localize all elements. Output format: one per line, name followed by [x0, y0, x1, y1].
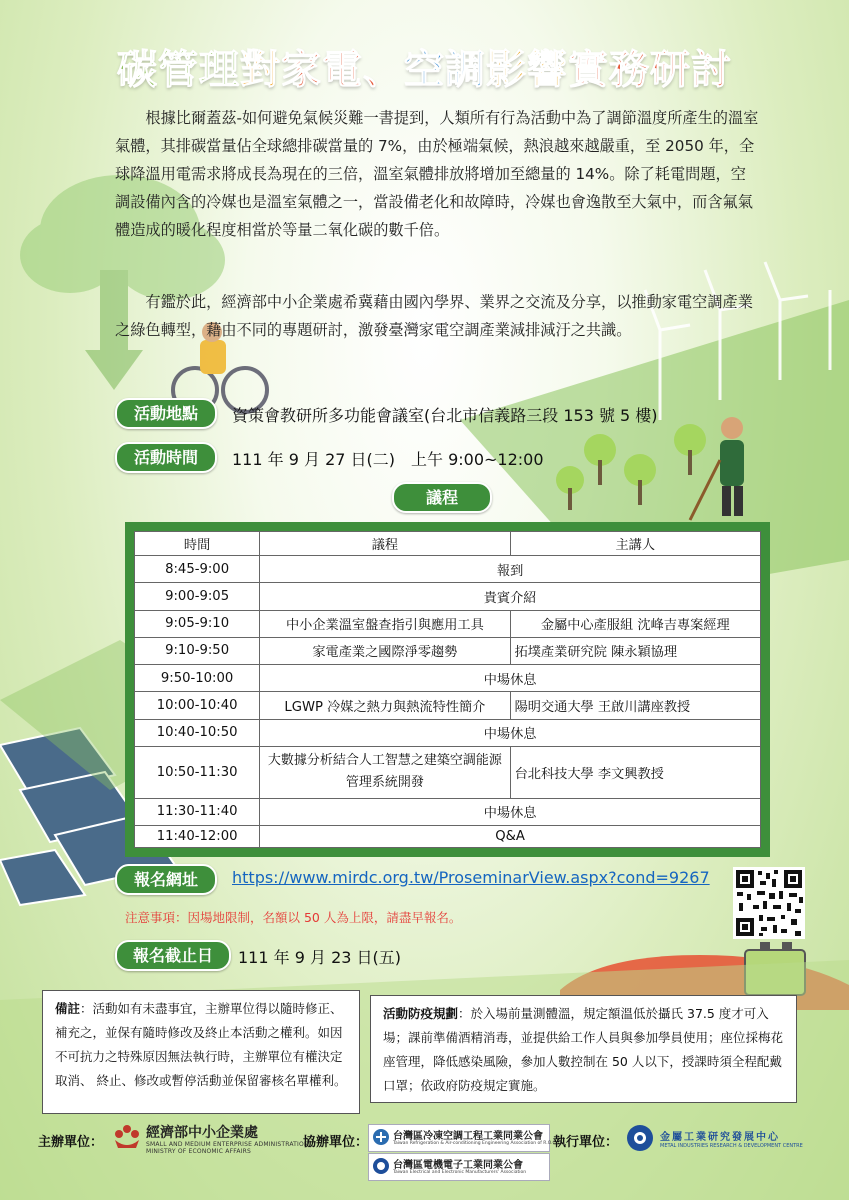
title-part: 影響	[486, 47, 568, 93]
speaker-cell: 陽明交通大學 王啟川講座教授	[510, 692, 760, 719]
epidemic-box	[370, 995, 797, 1103]
title-part: 空調	[404, 47, 486, 93]
electrical-association-icon	[372, 1157, 390, 1175]
qr-code-icon[interactable]	[733, 867, 805, 939]
title-part: 對	[240, 47, 281, 93]
agenda-table	[134, 531, 761, 848]
organizer-name: 經濟部中小企業處	[146, 1125, 258, 1141]
time-cell: 11:30-11:40	[135, 798, 260, 825]
title-part: 研討	[650, 47, 732, 93]
organizer-en-1: SMALL AND MEDIUM ENTERPRISE ADMINISTRATION	[146, 1141, 309, 1148]
time-text: 111 年 9 月 27 日(二) 上午 9:00~12:00	[232, 450, 544, 469]
sme-administration-logo-icon	[112, 1120, 142, 1150]
executor-name: 金屬工業研究發展中心	[660, 1132, 780, 1143]
co-organizer-2-en: Taiwan Electrical and Electronic Manufacturers' Association	[393, 1170, 527, 1175]
column-header: 議程	[260, 532, 510, 556]
intro-paragraph-1: 根據比爾蓋茲-如何避免氣候災難一書提到，人類所有行為活動中為了調節溫度所產生的溫室氣體，其排碳當量佔全球總排碳當量的 7%，由於極端氣候，熱浪越來越嚴重，至 2050 年，全球降溫用電需求將成長為現在的三倍，溫室氣體排放將增加至總量的 14%。除了耗電問題，空調設備內含的冷媒也是溫室氣體之一，當設備老化和故障時，冷媒也會逸散至大氣中，而含氟氣體造成的暖化程度相當於等量二氧化碳的數千倍。	[115, 109, 759, 239]
merged-cell: 報到	[260, 556, 761, 583]
table-row	[135, 746, 761, 798]
table-row	[135, 719, 761, 746]
title-part: 實務	[568, 47, 650, 93]
co-organizer-1-name: 台灣區冷凍空調工程工業同業公會	[393, 1131, 543, 1142]
time-cell: 10:40-10:50	[135, 719, 260, 746]
refrigeration-association-icon	[372, 1128, 390, 1146]
venue-text: 資策會教研所多功能會議室(台北市信義路三段 153 號 5 樓)	[232, 406, 658, 425]
table-header-row	[135, 532, 761, 556]
title-part: 、	[363, 47, 404, 93]
table-row	[135, 583, 761, 610]
table-row	[135, 826, 761, 848]
organizer-label: 主辦單位：	[38, 1135, 104, 1150]
page-title	[0, 38, 849, 95]
remarks-box	[42, 990, 360, 1114]
co-organizer-label: 協辦單位：	[303, 1135, 369, 1150]
topic-cell: LGWP 冷媒之熱力與熱流特性簡介	[260, 692, 510, 719]
organizer-en-2: MINISTRY OF ECONOMIC AFFAIRS	[146, 1148, 251, 1155]
mirdc-logo-icon	[626, 1124, 654, 1152]
column-header: 主講人	[510, 532, 760, 556]
registration-notice: 注意事項：因場地限制，名額以 50 人為上限，請盡早報名。	[125, 910, 462, 925]
registration-url-label: 報名網址	[115, 864, 217, 895]
co-organizer-2-name: 台灣區電機電子工業同業公會	[393, 1160, 523, 1171]
table-row	[135, 556, 761, 583]
executor-en: METAL INDUSTRIES RESEARCH & DEVELOPMENT CENTRE	[660, 1143, 803, 1149]
column-header: 時間	[135, 532, 260, 556]
time-cell: 9:10-9:50	[135, 637, 260, 664]
time-cell: 9:05-9:10	[135, 610, 260, 637]
deadline-label: 報名截止日	[115, 940, 231, 971]
topic-cell: 大數據分析結合人工智慧之建築空調能源管理系統開發	[260, 746, 510, 798]
table-row	[135, 637, 761, 664]
time-cell: 9:00-9:05	[135, 583, 260, 610]
table-row	[135, 692, 761, 719]
epidemic-label: 活動防疫規劃	[383, 1006, 459, 1021]
time-cell: 10:00-10:40	[135, 692, 260, 719]
time-cell: 11:40-12:00	[135, 826, 260, 848]
table-row	[135, 610, 761, 637]
table-row	[135, 665, 761, 692]
registration-link[interactable]: https://www.mirdc.org.tw/ProseminarView.aspx?cond=9267	[232, 868, 710, 887]
title-part: 家電	[281, 47, 363, 93]
co-organizer-2-logo	[368, 1153, 550, 1181]
speaker-cell: 台北科技大學 李文興教授	[510, 746, 760, 798]
topic-cell: 家電產業之國際淨零趨勢	[260, 637, 510, 664]
epidemic-text: ：於入場前量測體溫，規定額溫低於攝氏 37.5 度才可入場；課前準備酒精消毒，並提供給工作人員與參加學員使用；座位採梅花座管理，降低感染風險，參加人數控制在 50 人以下，授課時須全程配戴口罩；依政府防疫規定實施。	[383, 1006, 784, 1093]
merged-cell: 中場休息	[260, 798, 761, 825]
co-organizer-1-logo	[368, 1124, 558, 1152]
agenda-table-frame	[125, 522, 770, 857]
deadline-text: 111 年 9 月 23 日(五)	[238, 948, 401, 967]
title-part: 碳管理	[117, 47, 240, 93]
merged-cell: 中場休息	[260, 665, 761, 692]
speaker-cell: 金屬中心產服組 沈峰吉專案經理	[510, 610, 760, 637]
time-label: 活動時間	[115, 442, 217, 473]
executor-label: 執行單位：	[553, 1135, 619, 1150]
merged-cell: 貴賓介紹	[260, 583, 761, 610]
time-cell: 10:50-11:30	[135, 746, 260, 798]
venue-label: 活動地點	[115, 398, 217, 429]
co-organizer-1-en: Taiwan Refrigeration & Air-conditioning Engineering Association of R.O.C.	[393, 1141, 558, 1146]
speaker-cell: 拓墣產業研究院 陳永穎協理	[510, 637, 760, 664]
agenda-heading: 議程	[392, 482, 492, 513]
merged-cell: 中場休息	[260, 719, 761, 746]
intro-paragraph-2: 有鑑於此，經濟部中小企業處希冀藉由國內學界、業界之交流及分享，以推動家電空調產業之綠色轉型，藉由不同的專題研討，激發臺灣家電空調產業減排減汙之共識。	[115, 293, 753, 339]
remarks-label: 備註	[55, 1001, 81, 1016]
table-row	[135, 798, 761, 825]
time-cell: 9:50-10:00	[135, 665, 260, 692]
remarks-text: ：活動如有未盡事宜，主辦單位得以隨時修正、補充之，並保有隨時修改及終止本活動之權利。如因不可抗力之特殊原因無法執行時，主辦單位有權決定取消、 終止、修改或暫停活動並保留審核名單權利。	[55, 1001, 347, 1088]
time-cell: 8:45-9:00	[135, 556, 260, 583]
topic-cell: 中小企業溫室盤查指引與應用工具	[260, 610, 510, 637]
merged-cell: Q&A	[260, 826, 761, 848]
